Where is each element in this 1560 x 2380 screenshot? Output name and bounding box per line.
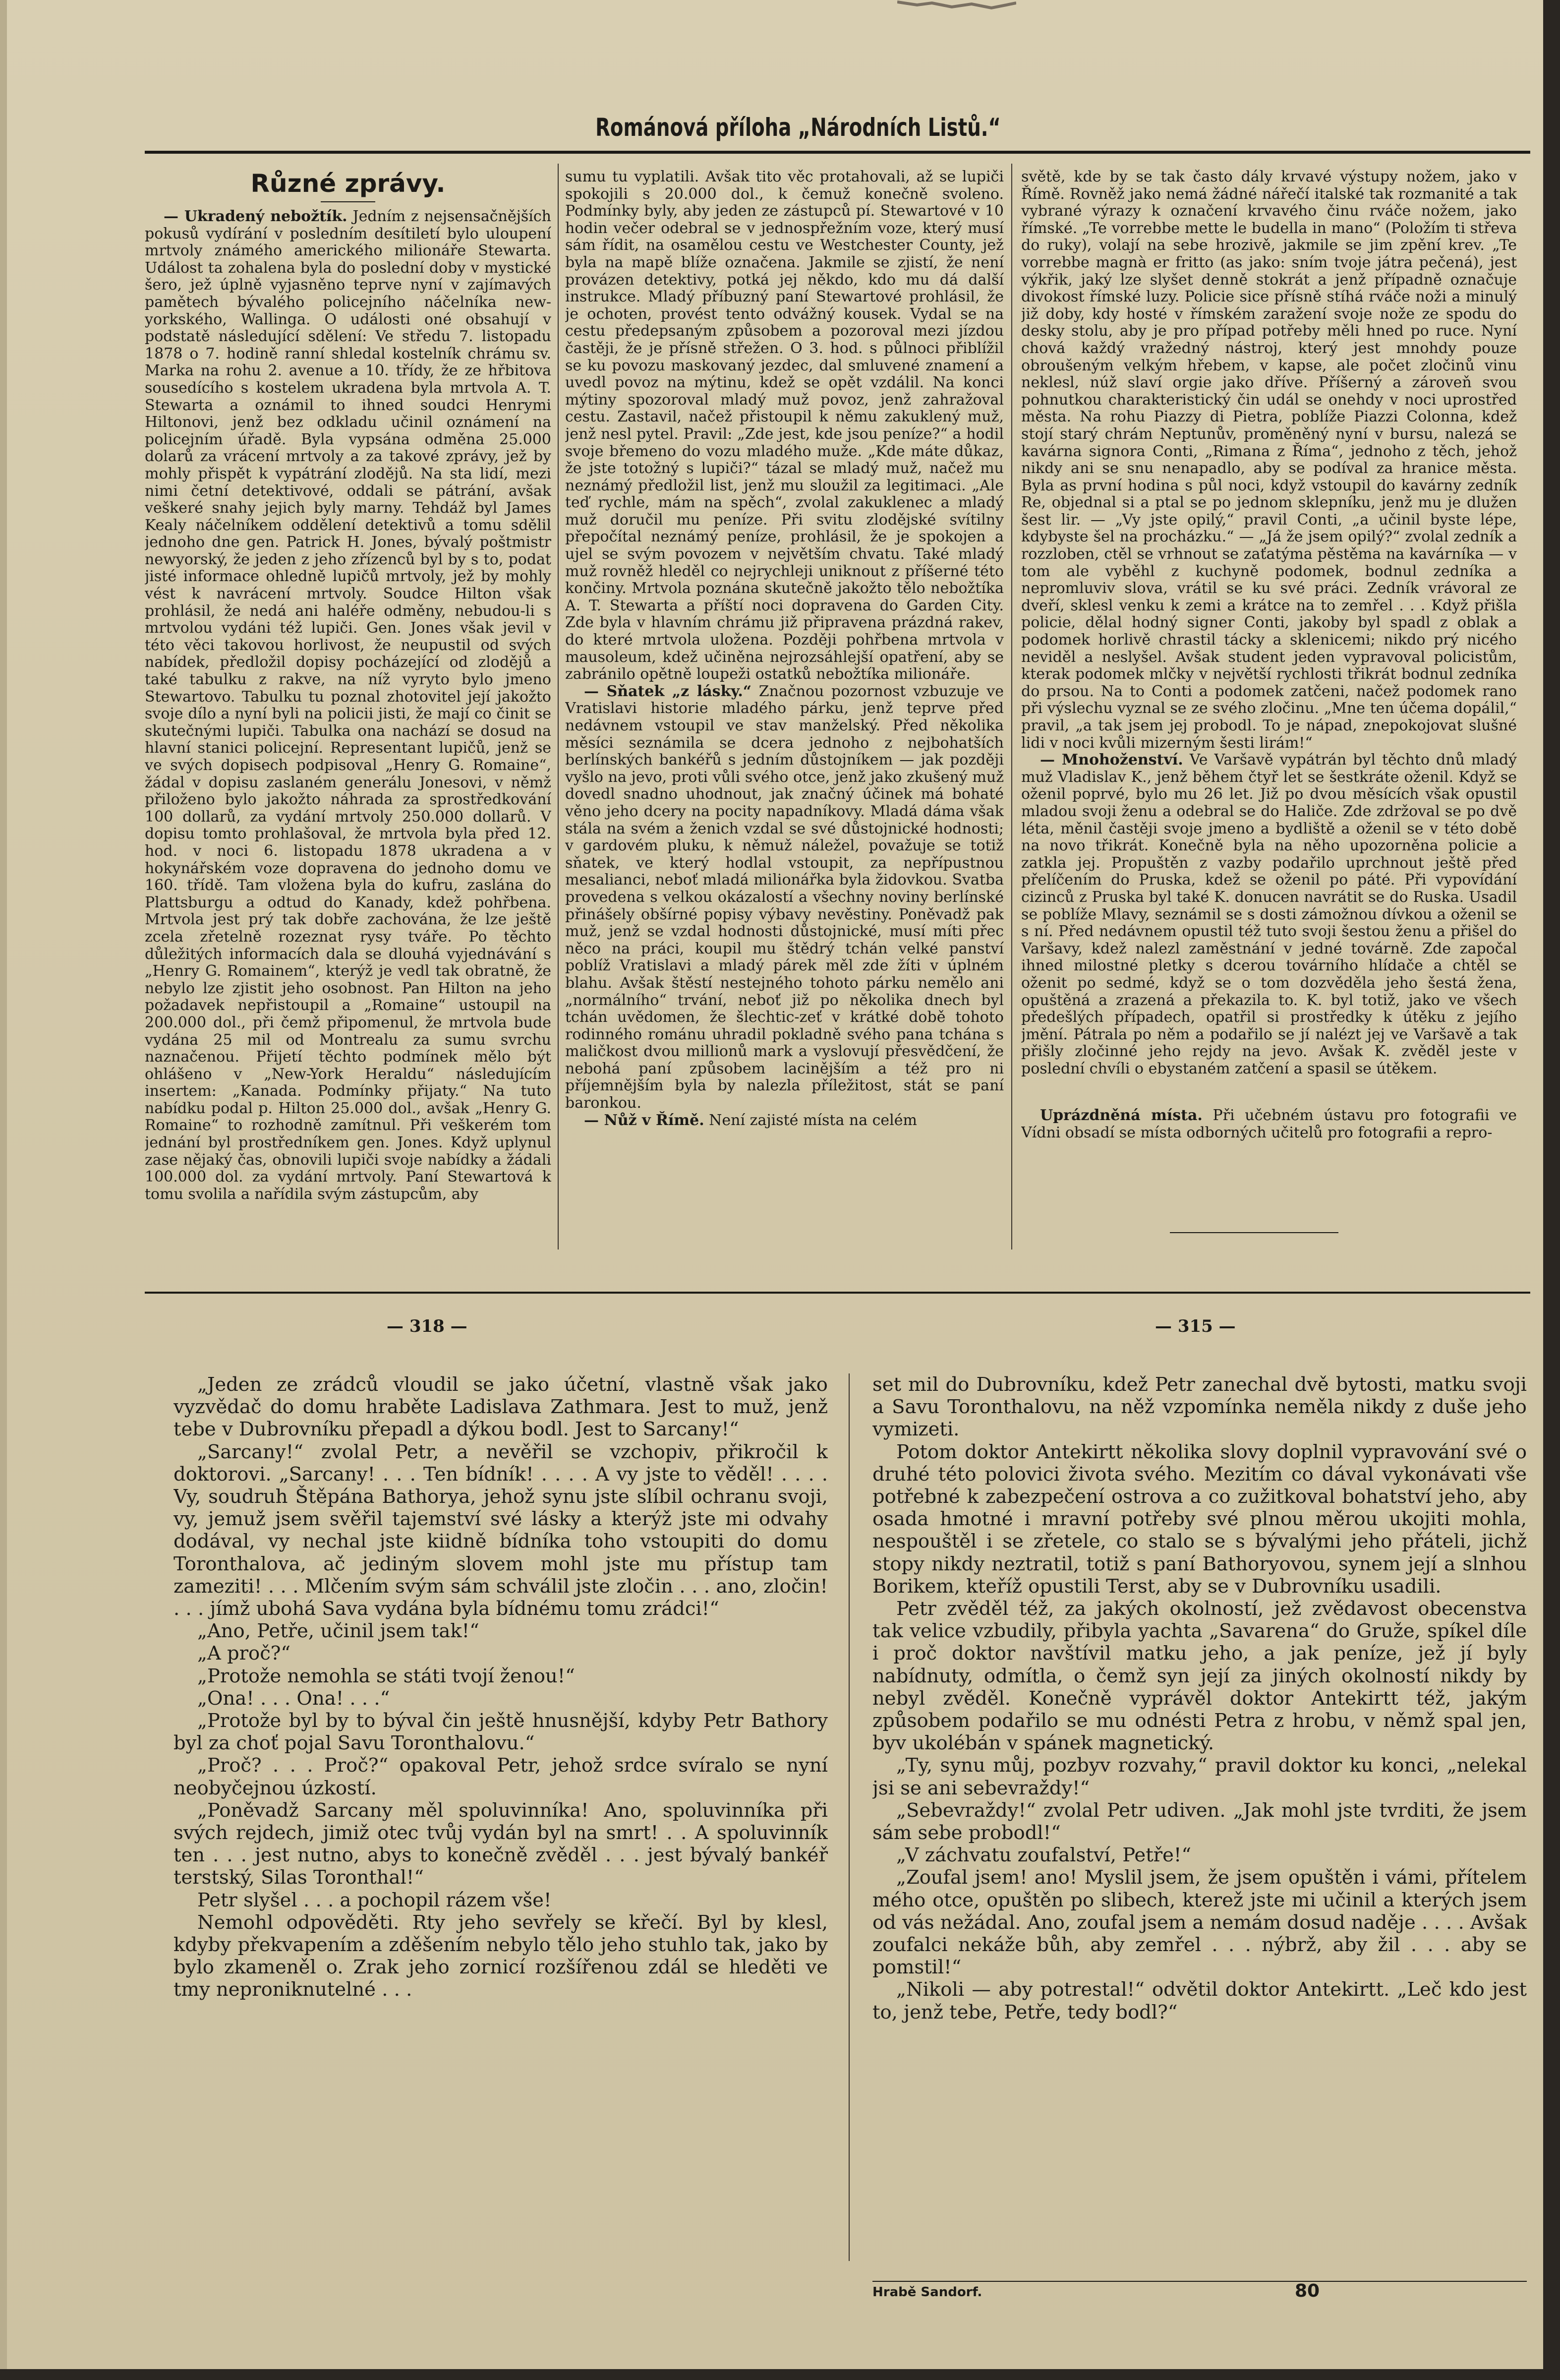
novel-column-right xyxy=(872,1373,1527,2256)
novel-paragraph: „Ty, synu můj, pozbyv rozvahy,“ pravil doktor ku konci, „nelekal jsi se ani sebevraždy!“ xyxy=(872,1754,1527,1799)
page-number-right: — 315 — xyxy=(1155,1316,1236,1336)
item-text: Značnou pozornost vzbuzuje ve Vratislavi historie mladého párku, jenž teprve před nedávnem vstoupil ve stav manželský. Před několika měsíci seznámila se dcera jednoho z nejbohatších berlínských bankéřů s jedním důstojníkem — jak později vyšlo na jevo, proti vůli svého otce, jenž jako zkušený muž dovedl snadno uhodnout, jak značný účinek má bohaté věno jeho dcery na pocity napadníkovy. Mladá dáma však stála na svém a ženich vzdal se své důstojnické hodnosti; v gardovém pluku, k němuž náležel, považuje se totiž sňatek, ve který hodlal vstoupit, za nepřípustnou mesalianci, neboť mladá milionářka byla židovkou. Svatba provedena s velkou okázalostí a všechny noviny berlínské přinášely obšírné popisy výbavy nevěstiny. Poněvadž pak muž, jenž se vzdal hodnosti důstojnické, musí míti přec něco na práci, koupil mu štědrý tchán velké panství poblíž Vratislavi a mladý párek měl zde žíti v úplném blahu. Avšak štěstí nestejného tohoto párku nemělo ani „normálního“ trvání, neboť již po několika dnech byl tchán uvědomen, že šlechtic-zeť v krátké době tohoto rodinného románu uhradil pokladně svého pana tchána s maličkost dvou millionů mark a vyslovují přesvědčení, že nebohá paní způsobem lacinějším a též pro ni příjemnějším byla by nalezla příležitost, stát se paní baronkou. xyxy=(565,682,1004,1112)
novel-paragraph: „Ona! . . . Ona! . . .“ xyxy=(197,1687,390,1710)
column-divider xyxy=(1011,164,1012,1250)
page-left-shadow xyxy=(0,0,7,2380)
news-item xyxy=(565,683,1004,1112)
novel-paragraph: „Proč? . . . Proč?“ opakoval Petr, jehož srdce svíralo se nyní neobyčejnou úzkostí. xyxy=(173,1754,828,1799)
item-headline: Uprázdněná místa. xyxy=(1040,1107,1203,1125)
novel-paragraph: set mil do Dubrovníku, kdež Petr zanechal dvě bytosti, matku svoji a Savu Toronthalovu, na něž vzpomínka neměla nikdy z duše jeho vymizeti. xyxy=(872,1373,1527,1441)
section-title: Různé zprávy. xyxy=(250,169,446,198)
item-text: Při učebném ústavu pro fotografii ve Vídni obsadí se místa odborných učitelů pro fotografii a repro- xyxy=(1021,1107,1517,1142)
page-number-left: — 318 — xyxy=(387,1316,467,1336)
news-item xyxy=(565,169,1004,683)
news-item xyxy=(1021,752,1517,1077)
news-item xyxy=(565,1112,1004,1130)
supplement-rule xyxy=(145,1292,1530,1294)
novel-paragraph: „Zoufal jsem! ano! Myslil jsem, že jsem opuštěn i vámi, přítelem mého otce, opuštěn po slibech, kterež jste mi učinil a kterých jsem od vás nežádal. Ano, zoufal jsem a nemám dosud naděje . . . . Avšak zoufalci nekáže bůh, aby zemřel . . . nýbrž, aby žil . . . aby se pomstil!“ xyxy=(872,1866,1527,1979)
news-item xyxy=(1021,1107,1517,1141)
column-1 xyxy=(145,169,551,1250)
novel-paragraph: „Poněvadž Sarcany měl spoluvinníka! Ano, spoluvinníka při svých rejdech, jimiž otec tvůj vydán byl na smrt! . . A spoluvinník ten . . . jest nutno, abys to konečně zvěděl . . . jest bývalý bankéř terstský, Silas Toronthal!“ xyxy=(173,1799,828,1889)
scan-bottom-edge xyxy=(0,2369,1560,2380)
scan-right-edge xyxy=(1543,0,1560,2380)
novel-paragraph: Petr zvěděl též, za jakých okolností, jež zvědavost obecenstva tak velice vzbudily, přibyla yachta „Savarena“ do Gruže, spíkel díle i proč doktor navštívil matku jeho, a jak peníze, jež jí byly nabídnuty, odmítla, o čemž syn její za jiných okolností nikdy by nebyl zvěděl. Konečně vyprávěl doktor Antekirtt též, jakým způsobem podařilo se mu odnésti Petra z hrobu, v němž spal jen, byv ukolébán v spánek magnetický. xyxy=(872,1598,1527,1755)
novel-paragraph: „Ano, Petře, učinil jsem tak!“ xyxy=(197,1620,479,1643)
footer-rule xyxy=(872,2281,1527,2282)
imprint-signature: Hrabě Sandorf. xyxy=(872,2285,982,2300)
item-text: Ve Varšavě vypátrán byl těchto dnů mladý muž Vladislav K., jenž během čtyř let se šestkráte oženil. Když se oženil poprvé, bylo mu 26 let. Již po dvou měsících však opustil mladou svoji ženu a odebral se do Haliče. Zde zdržoval se po dvě léta, měnil častěji svoje jmeno a bydliště a oženil se v této době na novo třikrát. Konečně byla na něho upozorněna policie a zatkla jej. Propuštěn z vazby podařilo uprchnout ještě před přelíčením do Pruska, kdež se oženil po páté. Při vypovídání cizinců z Pruska byl také K. donucen navrátit se do Ruska. Usadil se poblíže Mlavy, seznámil se s dosti zámožnou dívkou a oženil se s ní. Před nedávnem opustil též tuto svoji šestou ženu a přišel do Varšavy, kdež nalezl zaměstnání v jedné továrně. Zde započal ihned milostné pletky s dcerou továrního hlídače a chtěl se oženit po sedmé, když se o tom dozvěděla jeho šestá žena, opuštěná a zrazená a překazila to. K. byl totiž, jako ve všech předešlých případech, opatřil si prostředky k útěku z jejího jmění. Pátrala po něm a podařilo se jí nalézt jej ve Varšavě a tak přišly zločinné jeho rejdy na jevo. Avšak K. zvěděl jeste v poslední chvíli o ebystaném zatčení a spasil se útěkem. xyxy=(1021,751,1517,1077)
novel-column-left xyxy=(173,1373,828,2256)
novel-paragraph: „Jeden ze zrádců vloudil se jako účetní, vlastně však jako vyzvědač do domu hraběte Ladislava Zathmara. Jest to muž, jenž tebe v Dubrovníku přepadl a dýkou bodl. Jest to Sarcany!“ xyxy=(173,1373,828,1441)
novel-paragraph: Nemohl odpověděti. Rty jeho sevřely se křečí. Byl by klesl, kdyby překvapením a zděšením nebylo tělo jeho stuhlo tak, jako by bylo zkameněl o. Zrak jeho zornicí rozšířenou zdál se hleděti ve tmy neproniknutelné . . . xyxy=(173,1911,828,2001)
column-2 xyxy=(565,169,1004,1250)
novel-paragraph: Potom doktor Antekirtt několika slovy doplnil vypravování své o druhé této polovici života svého. Mezitím co dával vykonávati vše potřebné k zabezpečení ostrova a co zužitkoval bohatství jeho, aby osada hmotné i mravní potřeby své plnou měrou ukojiti mohla, nespouštěl i se zřetele, co stalo se s bývalými jeho přáteli, jichž stopy nikdy neztratil, totiž s paní Bathoryovou, synem její a slnhou Borikem, kteříž opustili Terst, aby se v Dubrovníku usadili. xyxy=(872,1440,1527,1598)
item-headline: — Nůž v Římě. xyxy=(584,1111,704,1129)
item-headline: — Mnohoženství. xyxy=(1040,751,1183,769)
header-rule xyxy=(145,151,1530,154)
item-text: Není zajisté místa na celém xyxy=(704,1111,917,1129)
item-separator xyxy=(1170,1232,1338,1233)
sheet-number: 80 xyxy=(1295,2281,1320,2301)
news-item xyxy=(145,208,551,1203)
item-text: sumu tu vyplatili. Avšak tito věc protahovali, až se lupiči spokojili s 20.000 dol., k čemuž konečně svoleno. Podmínky byly, aby jeden ze zástupců pí. Stewartové v 10 hodin večer odebral se v jednospřežním voze, který musí sám řídit, na osamělou cestu ve Westchester County, jež byla na mapě blíže označena. Jakmile se zjistí, že není provázen detektivy, potká jej někdo, kdo mu dá další instrukce. Mladý příbuzný paní Stewartové prohlásil, že je ochoten, provést tento odvážný kousek. Vydal se na cestu předepsaným způsobem a pozoroval mezi jízdou častěji, že je přísně střežen. O 3. hod. s půlnoci přiblížil se ku povozu maskovaný jezdec, dal smluvené znamení a uvedl povoz na mýtinu, kdež se opět vzdálil. Na konci mýtiny spozoroval mladý muž povoz, jenž zahražoval cestu. Zastavil, načež přistoupil k němu zakuklený muž, jenž nesl pytel. Pravil: „Zde jest, kde jsou peníze?“ a hodil svoje břemeno do vozu mladého muže. „Kde máte důkaz, že jste totožný s lupiči?“ tázal se mladý muž, načež mu neznámý předložil list, jenž mu sloužil za legitimaci. „Ale teď rychle, mám na spěch“, zvolal zakuklenec a mladý muž doručil mu peníze. Při svitu zlodějské svítilny přepočítal neznámý peníze, prohlásil, že je spokojen a ujel se svým povozem v největším chvatu. Také mladý muž rovněž hleděl co nejrychleji uniknout z příšerné této končiny. Mrtvola poznána skutečně jakožto tělo nebožtíka A. T. Stewarta a příští noci dopravena do Garden City. Zde byla v hlavním chrámu již připravena prázdná rakev, do které mrtvola uložena. Později pohřbena mrtvola v mausoleum, kdež učiněna nejrozsáhlejší opatření, aby se zabránilo opětně loupeži ostatků nebožtíka milionáře. xyxy=(565,169,1004,683)
novel-paragraph: Petr slyšel . . . a pochopil rázem vše! xyxy=(197,1889,552,1911)
item-headline: — Sňatek „z lásky.“ xyxy=(584,682,752,700)
novel-paragraph: „Sebevraždy!“ zvolal Petr udiven. „Jak mohl jste tvrditi, že jsem sám sebe probodl!“ xyxy=(872,1799,1527,1844)
novel-paragraph: „A proč?“ xyxy=(197,1642,291,1665)
news-item xyxy=(1021,169,1517,752)
novel-column-divider xyxy=(849,1373,850,2261)
item-text: světě, kde by se tak často dály krvavé výstupy nožem, jako v Římě. Rovněž jako nemá žádné nářečí italské tak rozmanité a tak vybrané výrazy k označení krvavého činu rváče nožem, jako římské. „Te vorrebbe mette le budella in mano“ (Položím ti střeva do ruky), volají na sebe hrozivě, jakmile se jim zpění krev. „Te vorrebbe magnà er fritto (as jako: sním tvoje játra pečená), jest výkřik, jaký lze slyšet denně stokrát a jenž případně označuje divokost římské luzy. Policie sice přísně stíhá rváče noži a minulý již doby, kdy hosté v římském zaražení svoje nože ze spodu do desky stolu, aby je pro případ potřeby měli hned po ruce. Nyní chová každý vražedný nástroj, který jest mnohdy pouze obroušeným velkým hřebem, v kapse, ale počet zločinů vinu neklesl, núž slaví orgie jako dříve. Příšerný a zároveň svou pohnutkou charakteristický čin udál se onehdy v noci uprostřed města. Na rohu Piazzy di Pietra, poblíže Piazzi Colonna, kdež stojí starý chrám Neptunův, proměněný nyní v bursu, nalezá se kavárna signora Conti, „Rimana z Říma“, jednoho z těch, jehož nikdy ani se snu nenapadlo, aby se podíval za hranice města. Byla as první hodina s půl noci, když vstoupil do kavárny zedník Re, objednal si a ptal se po jednom sklepníku, jenž mu je dlužen šest lir. — „Vy jste opilý,“ pravil Conti, „a učinil byste lépe, kdybyste šel na procházku.“ — „Já že jsem opilý?“ zvolal zedník a rozzloben, ctěl se vrhnout se zaťatýma pěstěma na kavárníka — v tom ale vyběhl z kuchyně podomek, bodnul zedníka a nepromluviv slova, vrátil se ku své práci. Zedník vrávoral ze dveří, sklesl venku k zemi a krátce na to zemřel . . . Když přišla policie, dělal hodný signer Conti, jakoby byl spadl z oblak a podomek horlivě chrastil tácky a sklenicemi; nikdo prý nicého neviděl a neslyšel. Avšak student jeden vypravoval policistům, kterak podomek mlčky v největší rychlosti třikrát bodnul zedníka do prsou. Na to Conti a podomek zatčeni, načež podomek rano při výslechu vyznal se ze svého zločinu. „Mne ten účema dopálil,“ pravil, „a tak jsem jej probodl. To je nápad, znepokojovat slušné lidi v noci kvůli mizerným šesti lirám!“ xyxy=(1021,169,1517,752)
column-divider xyxy=(558,164,559,1250)
spacer xyxy=(1021,1077,1517,1107)
item-headline: — Ukradený nebožtík. xyxy=(164,208,347,225)
novel-paragraph: „V záchvatu zoufalství, Petře!“ xyxy=(896,1844,1192,1867)
page-header: Románová příloha „Národních Listů.“ xyxy=(595,113,1001,142)
novel-paragraph: „Protože byl by to býval čin ještě hnusnější, kdyby Petr Bathory byl za choť pojal Savu Toronthalovu.“ xyxy=(173,1710,828,1755)
novel-paragraph: „Sarcany!“ zvolal Petr, a nevěřil se vzchopiv, přikročil k doktorovi. „Sarcany! . . . Ten bídník! . . . . A vy jste to věděl! . . . . Vy, soudruh Štěpána Bathorya, jehož synu jste slíbil ochranu svoji, vy, jemuž jsem svěřil tajemství své lásky a kterýž jste mi odvahy dodával, vy nechal jste kiidně bídníka toho vstoupiti do domu Toronthalova, ač jediným slovem mohl jste mu přístup tam zameziti! . . . Mlčením svým sám schválil jste zločin . . . ano, zločin! . . . jímž ubohá Sava vydána byla bídnému tomu zrádci!“ xyxy=(173,1440,828,1620)
column-3 xyxy=(1021,169,1517,1250)
title-rule xyxy=(321,201,375,202)
torn-top-mark xyxy=(897,0,1016,15)
item-text: Jedním z nejsensačnějších pokusů vydírání v posledním desítiletí bylo uloupení mrtvoly známého amerického milionáře Stewarta. Událost ta zohalena byla do poslední doby v mystické šero, jež úplně vyjasněno teprve nyní v zajímavých pamětech bývalého policejního náčelníka new-yorkského, Wallinga. O události oné obsahují v podstatě následující sdělení: Ve středu 7. listopadu 1878 o 7. hodině ranní shledal kostelník chrámu sv. Marka na rohu 2. avenue a 10. třídy, že ze hřbitova sousedícího s kostelem ukradena byla mrtvola A. T. Stewarta a oznámil to ihned soudci Henrymi Hiltonovi, jenž bez odkladu učinil oznámení na policejním úřadě. Byla vypsána odměna 25.000 dolarů za vrácení mrtvoly a za takové zprávy, jež by mohly přispět k vypátrání zlodějů. Na sta lidí, mezi nimi četní detektivové, oddali se pátrání, avšak veškeré snahy jejich byly marny. Tehdáž byl James Kealy náčelníkem oddělení detektivů a tomu sdělil jednoho dne gen. Patrick H. Jones, bývalý poštmistr newyorský, že jeden z jeho zřízenců byl by s to, podat jisté informace ohledně lupičů mrtvoly, jež by mohly vést k navrácení mrtvoly. Soudce Hilton však prohlásil, že nedá ani haléře odměny, nebudou-li s mrtvolou vydáni též lupiči. Gen. Jones však jevil v této věci takovou horlivost, že neupustil od svých nabídek, předložil dopisy pocházející od zlodějů a také tabulku z rakve, na níž vyryto bylo jmeno Stewartovo. Tabulku tu poznal zhotovitel její jakožto svoje dílo a nyní byli na policii jisti, že mají co činit se skutečnými lupiči. Tabulka ona nachází se dosud na hlavní stanici policejní. Representant lupičů, jenž se ve svých dopisech podpisoval „Henry G. Romaine“, žádal v dopisu zaslaném generálu Jonesovi, v němž přiloženo bylo jakožto náhrada za sprostředkování 100 dollarů, za vydání mrtvoly 250.000 dollarů. V dopisu tomto prohlašoval, že mrtvola byla před 12. hod. v noci 6. listopadu 1878 ukradena a v hokynářském voze dopravena do jednoho domu ve 160. třídě. Tam vložena byla do kufru, zaslána do Plattsburgu a odtud do Kanady, kdež pohřbena. Mrtvola jest prý tak dobře zachována, že lze ještě zcela zřetelně rozeznat rysy tváře. Po těchto důležitých informacích dala se dlouhá vyjednávání s „Henry G. Romainem“, kterýž je vedl tak obratně, že nebylo lze zjistit jeho osobnost. Pan Hilton na jeho požadavek nepřistoupil a „Romaine“ ustoupil na 200.000 dol., při čemž připomenul, že mrtvola bude vydána 25 mil od Montrealu za sumu svrchu naznačenou. Přijetí těchto podmínek mělo být ohlášeno v „New-York Heraldu“ následujícím insertem: „Kanada. Podmínky přijaty.“ Na tuto nabídku podal p. Hilton 25.000 dol., avšak „Henry G. Romaine“ to rozhodně zamítnul. Při veškerém tom jednání byl prostředníkem gen. Jones. Když uplynul zase nějaký čas, obnovili lupiči svoje nabídky a žádali 100.000 dol. za vydání mrtvoly. Paní Stewartová k tomu svolila a nařídila svým zástupcům, aby xyxy=(145,208,551,1203)
novel-paragraph: „Protože nemohla se státi tvojí ženou!“ xyxy=(197,1665,575,1687)
novel-paragraph: „Nikoli — aby potrestal!“ odvětil doktor Antekirtt. „Leč kdo jest to, jenž tebe, Petře, tedy bodl?“ xyxy=(872,1978,1527,2023)
